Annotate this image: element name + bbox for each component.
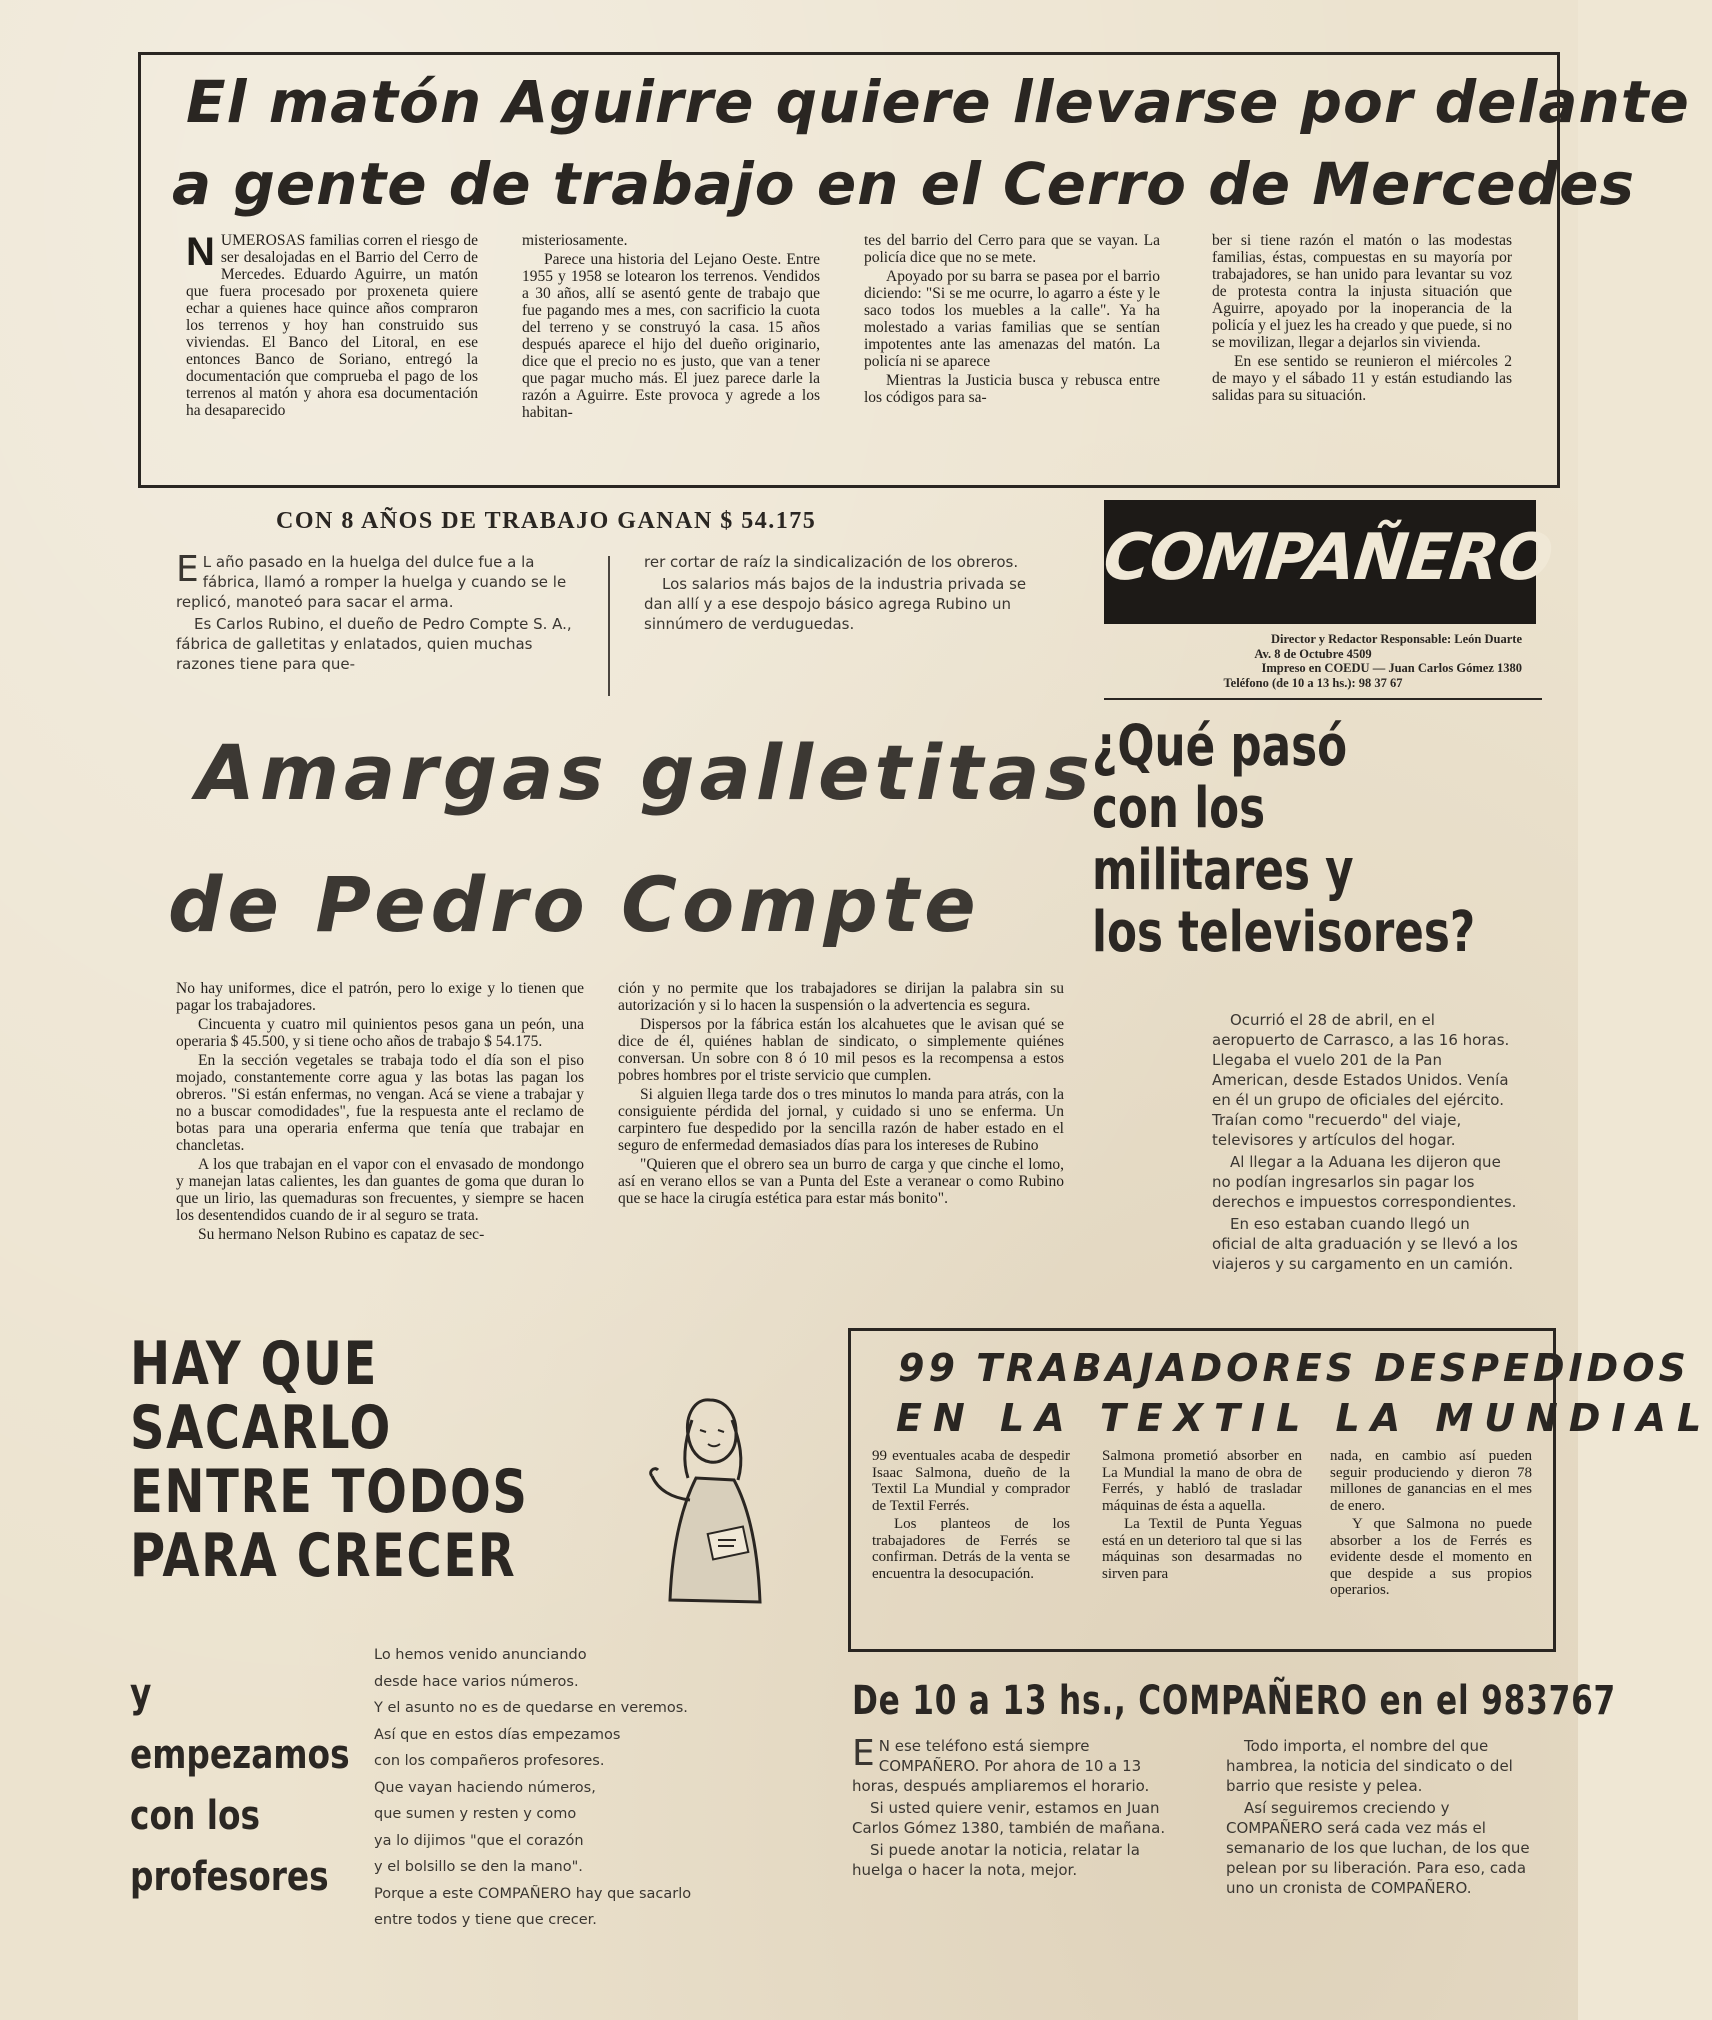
masthead-credits [1104, 632, 1522, 690]
aguirre-headline-line1: El matón Aguirre quiere llevarse por delante [186, 68, 1690, 136]
compte-intro-divider [608, 556, 610, 696]
masthead-phone: Teléfono (de 10 a 13 hs.): 98 37 67 [1223, 675, 1403, 690]
profesores-subhead-line3: con los [130, 1793, 261, 1839]
poem-line: con los compañeros profesores. [374, 1753, 605, 1769]
militares-body: Ocurrió el 28 de abril, en el aeropuerto de Carrasco, a las 16 horas. Llegaba el vuelo 201 de la Pan American, desde Estados Unidos. Venía en él un grupo de oficiales del ejército. Traían como "recuerdo" del viaje, televisores y artículos del hogar. Al llegar a la Aduana les dijeron que no podían ingresarlos sin pagar los derechos e impuestos correspondientes. En eso estaban cuando llegó un oficial de alta graduación y se llevó a los viajeros y su cargamento en un camión. [1212, 1011, 1518, 1273]
aguirre-column-1: NUMEROSAS familias corren el riesgo de ser desalojadas en el Barrio del Cerro de Mercedes. Eduardo Aguirre, un matón que fuera procesado por proxeneta quiere echar a quienes hace quince años compraron los terrenos y hoy han construido sus viviendas. El Banco del Litoral, en ese entonces Banco de Soriano, entregó la documentación que comprueba el pago de los terrenos al matón y ahora esa documentación ha desaparecido [186, 230, 478, 419]
profesores-headline-line4: PARA CRECER [130, 1521, 517, 1591]
profesores-poem [374, 1642, 834, 1934]
masthead-logo-panel [1100, 500, 1556, 624]
compte-body-column-1: No hay uniformes, dice el patrón, pero lo exige y lo tienen que pagar los trabajadores. Cincuenta y cuatro mil quinientos pesos gana un peón, una operaria $ 45.500, y si tiene ocho años de trabajo $ 54.175. En la sección vegetales se trabaja todo el día son el piso mojado, constantemente corre agua y las botas las pagan los obreros. "Si están enfermas, no vengan. Acá se viene a trabajar y no a buscar comodidades", fue la respuesta ante el reclamo de botas para una operaria enferma que tenía que trabajar en chancletas. A los que trabajan en el vapor con el envasado de mondongo y manejan latas calientes, les dan guantes de goma que duran lo que un lirio, las quemaduras son frecuentes, y siempre se hacen los desentendidos cuando de ir al seguro se trata. Su hermano Nelson Rubino es capataz de sec- [176, 980, 584, 1243]
masthead-address: Av. 8 de Octubre 4509 [1254, 646, 1372, 661]
poem-line: que sumen y resten y como [374, 1806, 577, 1822]
militares-headline [1092, 716, 1576, 964]
compte-intro-column-2: rer cortar de raíz la sindicalización de los obreros. Los salarios más bajos de la industria privada se dan allí y a ese despojo básico agrega Rubino un sinnúmero de verduguedas. [644, 553, 1027, 633]
profesores-subhead-line2: empezamos [130, 1732, 350, 1778]
profesores-headline-line1: HAY QUE [130, 1329, 378, 1399]
poem-line: desde hace varios números. [374, 1673, 579, 1690]
masthead-director: Director y Redactor Responsable: León Duarte [1270, 632, 1522, 646]
textil-headline-line1: 99 TRABAJADORES DESPEDIDOS [898, 1346, 1690, 1390]
aguirre-column-4: ber si tiene razón el matón o las modestas familias, éstas, compuestas en su mayoría por trabajadores, se han unido para levantar su voz de protesta contra la injusta situación que Aguirre, apoyado por la inoperancia de la policía y el juez les ha creado y que puede, si no se movilizan, llegar a dejarlos sin vivienda. En ese sentido se reunieron el miércoles 2 de mayo y el sábado 11 y están estudiando las salidas para su situación. [1212, 232, 1512, 404]
masthead-logo: COMPAÑERO [1100, 521, 1556, 595]
telefono-headline: De 10 a 13 hs., COMPAÑERO en el 983767 [852, 1678, 1617, 1724]
telefono-column-1: E N ese teléfono está siempre COMPAÑERO. Por ahora de 10 a 13 horas, después ampliaremos el horario. Si usted quiere venir, estamos en Juan Carlos Gómez 1380, también de mañana. Si puede anotar la noticia, relatar la huelga o hacer la nota, mejor. [852, 1733, 1166, 1879]
compte-body-column-2: ción y no permite que los trabajadores se dirijan la palabra sin su autorización y si lo hacen la suspensión o la advertencia es segura. Dispersos por la fábrica están los alcahuetes que le avisan qué se dice de él, quiénes hablan de sindicato, o simplemente quiénes conversan. Un sobre con 8 ó 10 mil pesos es la recompensa a estos pobres hombres por el triste servicio que cumplen. Si alguien llega tarde dos o tres minutos lo manda para atrás, con la consiguiente pérdida del jornal, y cuidado si uno se enferma. Un carpintero fue despedido por la sencilla razón de haber estado en el seguro de enfermedad demasiados días para los intereses de Rubino "Quieren que el obrero sea un burro de carga y que cinche el lomo, así en verano ellos se van a Punta del Este a veranear o como Rubino que se hace la cirugía estética para estar más bonito". [618, 980, 1064, 1207]
poem-line: Y el asunto no es de quedarse en veremos. [374, 1700, 688, 1716]
militares-headline-line3: militares y [1092, 838, 1354, 903]
poem-line: Porque a este COMPAÑERO hay que sacarlo [374, 1885, 692, 1902]
militares-headline-line1: ¿Qué pasó [1092, 714, 1348, 779]
poem-line: ya lo dijimos "que el corazón [374, 1832, 584, 1849]
compte-intro-column-1: E L año pasado en la huelga del dulce fue a la fábrica, llamó a romper la huelga y cuando se le replicó, manoteó para sacar el arma. Es Carlos Rubino, el dueño de Pedro Compte S. A., fábrica de galletitas y enlatados, quien muchas razones tiene para que- [176, 549, 572, 673]
profesores-subhead-line1: y [130, 1671, 152, 1717]
textil-column-3: nada, en cambio así pueden seguir produciendo y dieron 78 millones de ganancias en el mes de enero. Y que Salmona no puede absorber a los de Ferrés es evidente desde el momento en que despide a sus propios operarios. [1330, 1448, 1532, 1598]
textil-headline-line2: EN LA TEXTIL LA MUNDIAL [896, 1396, 1712, 1440]
militares-headline-line4: los televisores? [1092, 900, 1476, 965]
profesores-headline [130, 1329, 546, 1591]
poem-line: entre todos y tiene que crecer. [374, 1912, 597, 1928]
poem-line: Que vayan haciendo números, [374, 1779, 596, 1796]
compte-headline-line2: de Pedro Compte [168, 860, 981, 949]
telefono-dropcap: E [852, 1733, 875, 1774]
aguirre-column-3: tes del barrio del Cerro para que se vayan. La policía dice que no se mete. Apoyado por su barra se pasea por el barrio diciendo: "Si se me ocurre, lo agarro a éste y le saco todos los muebles a la calle". Ya ha molestado a varias familias que se sentían impotentes ante las amenazas del matón. La policía ni se aparece Mientras la Justicia busca y rebusca entre los códigos para sa- [864, 232, 1160, 406]
aguirre-headline-line2: a gente de trabajo en el Cerro de Mercedes [172, 150, 1635, 218]
textil-column-1: 99 eventuales acaba de despedir Isaac Salmona, dueño de la Textil La Mundial y comprador de Textil Ferrés. Los planteos de los trabajadores de Ferrés se confirman. Detrás de la venta se encuentra la desocupación. [872, 1448, 1070, 1582]
profesores-headline-line2: SACARLO [130, 1393, 392, 1463]
compte-kicker: CON 8 AÑOS DE TRABAJO GANAN $ 54.175 [276, 508, 817, 534]
profesores-subhead-line4: profesores [130, 1854, 329, 1900]
profesores-headline-line3: ENTRE TODOS [130, 1457, 529, 1527]
masthead-rule [1104, 698, 1542, 700]
poem-line: y el bolsillo se den la mano". [374, 1859, 583, 1875]
compte-intro-dropcap: E [176, 549, 199, 590]
compte-headline-line1: Amargas galletitas [196, 728, 1095, 817]
poem-line: Así que en estos días empezamos [374, 1726, 621, 1743]
cartoon-figure-illustration [640, 1380, 790, 1620]
aguirre-dropcap: N [186, 230, 215, 274]
poem-line: Lo hemos venido anunciando [374, 1647, 587, 1663]
textil-column-2: Salmona prometió absorber en La Mundial la mano de obra de Ferrés, y habló de trasladar máquinas de ésta a aquella. La Textil de Punta Yeguas está en un deterioro tal que si las máquinas son desarmadas no sirven para [1102, 1448, 1302, 1582]
telefono-column-2: Todo importa, el nombre del que hambrea, la noticia del sindicato o del barrio que resiste y pelea. Así seguiremos creciendo y COMPAÑERO será cada vez más el semanario de los que luchan, de los que pelean por su liberación. Para eso, cada uno un cronista de COMPAÑERO. [1226, 1737, 1530, 1897]
aguirre-column-2: misteriosamente. Parece una historia del Lejano Oeste. Entre 1955 y 1958 se lotearon los terrenos. Vendidos a 30 años, allí se asentó gente de trabajo que fue pagando mes a mes, con sacrificio la cuota del terreno y se construyó la casa. 15 años después aparece el hijo del dueño originario, dice que el precio no es justo, que van a tener que pagar mucho más. El juez parece darle la razón a Aguirre. Este provoca y agrede a los habitan- [522, 232, 820, 421]
militares-headline-line2: con los [1092, 776, 1266, 841]
profesores-subhead [130, 1664, 376, 1908]
masthead-printer: Impreso en COEDU — Juan Carlos Gómez 1380 [1261, 661, 1522, 675]
